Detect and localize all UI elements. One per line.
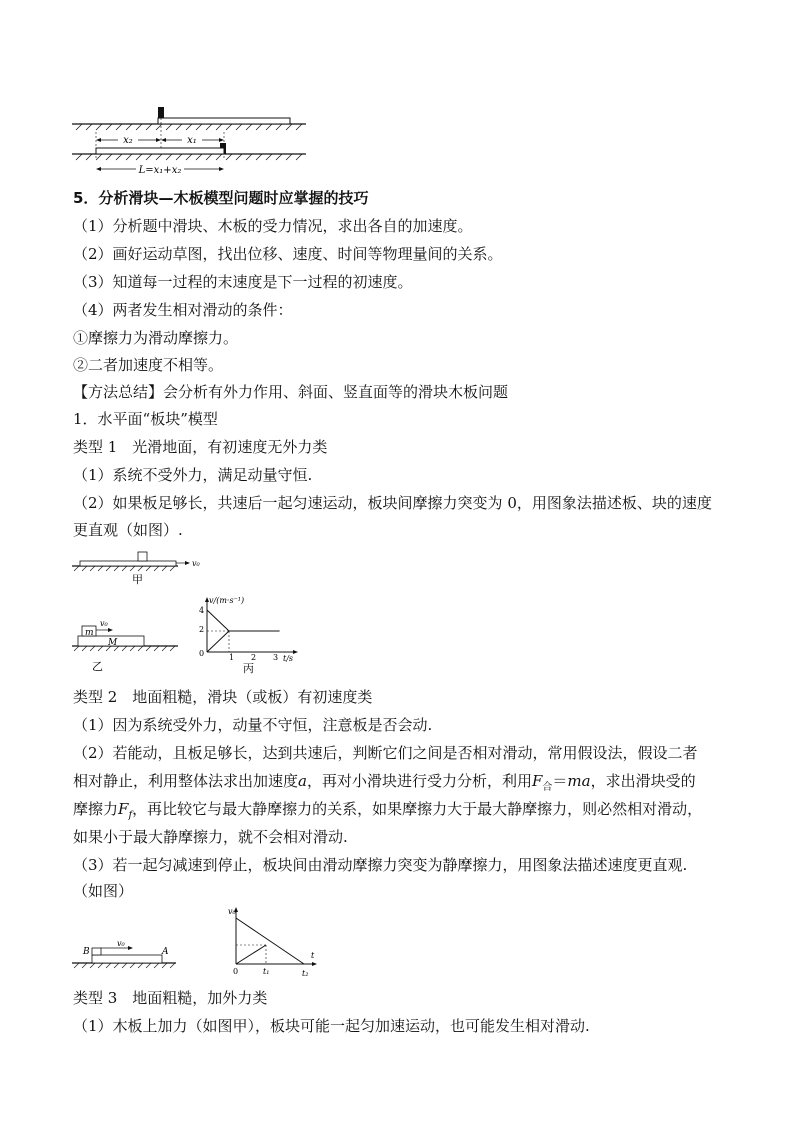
label-M: M — [108, 638, 118, 648]
axis-v0: v₀ — [228, 907, 236, 916]
symbol-F: F — [531, 772, 543, 790]
x-tick-1: 1 — [229, 653, 235, 662]
label-m: m — [85, 628, 94, 638]
section-5-item-3: （3）知道每一过程的末速度是下一过程的初速度。 — [73, 273, 413, 291]
label-v0-jia: v₀ — [192, 559, 200, 568]
text-segment: ，再对小滑块进行受力分析，利用 — [306, 772, 532, 790]
x-tick-2: 2 — [251, 653, 257, 662]
figure-board-block-BA — [70, 936, 190, 974]
axis-t: t — [311, 951, 315, 960]
section-5-item-4: （4）两者发生相对滑动的条件： — [73, 301, 293, 319]
type-2-para-2b — [73, 771, 696, 798]
subscript-he: 合 — [542, 782, 553, 793]
text-segment: 摩擦力 — [73, 800, 119, 818]
series-line-2 — [207, 631, 229, 652]
t1-label: t₁ — [263, 967, 270, 976]
type-1-para-1: （1）系统不受外力，满足动量守恒. — [73, 466, 313, 484]
type-2-para-3a: （3）若一起匀减速到停止，板块间由滑动摩擦力突变为静摩擦力，用图象法描述速度更直观. — [73, 856, 688, 874]
figure-yi — [70, 616, 190, 674]
vt-chart-decel — [226, 902, 321, 978]
symbol-ma: ma — [567, 772, 591, 790]
type-2-para-1: （1）因为系统受外力，动量不守恒，注意板是否会动. — [73, 716, 433, 734]
vt-chart-bing — [195, 594, 310, 676]
type-2-para-3b: （如图） — [73, 882, 134, 900]
text-segment: 相对静止，利用整体法求出加速度 — [73, 772, 299, 790]
label-v0-yi: v₀ — [100, 619, 108, 628]
label-v0-board: v₀ — [117, 939, 125, 948]
section-5-item-2: （2）画好运动草图，找出位移、速度、时间等物理量间的关系。 — [73, 245, 503, 263]
line-board — [236, 945, 266, 964]
y-tick-4: 4 — [199, 606, 205, 615]
summary-subsection-1: 1．水平面“板块”模型 — [73, 410, 218, 428]
type-1-para-2a: （2）如果板足够长，共速后一起匀速运动，板块间摩擦力突变为 0，用图象法描述板、块的速度 — [73, 494, 712, 512]
label-B: B — [83, 947, 90, 957]
y-axis-label: v/(m·s⁻¹) — [209, 596, 245, 605]
label-L: L=x₁+x₂ — [138, 165, 182, 176]
symbol-a: a — [298, 772, 307, 790]
x-tick-3: 3 — [273, 653, 279, 662]
x-axis-label: t/s — [283, 654, 294, 663]
text-segment: ，再比较它与最大静摩擦力的关系，如果摩擦力大于最大静摩擦力，则必然相对滑动， — [132, 800, 703, 818]
caption-bing: 丙 — [243, 662, 254, 675]
type-1-para-2b: 更直观（如图）. — [73, 521, 183, 539]
caption-jia: 甲 — [132, 573, 143, 586]
section-5-heading: 5．分析滑块—木板模型问题时应掌握的技巧 — [73, 189, 369, 207]
caption-yi: 乙 — [92, 660, 103, 673]
symbol-F: F — [118, 800, 129, 818]
y-tick-2: 2 — [199, 625, 205, 634]
type-1-title: 类型 1 光滑地面，有初速度无外力类 — [73, 438, 328, 456]
text-segment: ＝ — [552, 772, 568, 790]
label-x1: x₁ — [187, 135, 197, 146]
section-5-item-1: （1）分析题中滑块、木板的受力情况，求出各自的加速度。 — [73, 217, 473, 235]
type-3-title: 类型 3 地面粗糙，加外力类 — [73, 989, 268, 1007]
figure-jia — [70, 548, 210, 586]
type-2-para-2a: （2）若能动，且板足够长，达到共速后，判断它们之间是否相对滑动，常用假设法，假设二者 — [73, 744, 698, 762]
type-2-title: 类型 2 地面粗糙，滑块（或板）有初速度类 — [73, 688, 373, 706]
t2-label: t₂ — [302, 969, 309, 978]
method-summary-title: 【方法总结】会分析有外力作用、斜面、竖直面等的滑块木板问题 — [73, 383, 509, 401]
label-A: A — [162, 947, 169, 957]
section-5-item-6: ②二者加速度不相等。 — [73, 356, 224, 374]
text-segment: ，求出滑块受的 — [590, 772, 696, 790]
figure-displacement-diagram — [70, 98, 320, 180]
section-5-item-5: ①摩擦力为滑动摩擦力。 — [73, 329, 239, 347]
type-2-para-2c — [73, 799, 702, 826]
type-3-para-1: （1）木板上加力（如图甲），板块可能一起匀加速运动，也可能发生相对滑动. — [73, 1017, 590, 1035]
label-x2: x₂ — [123, 135, 133, 146]
subscript-f: f — [128, 810, 133, 821]
origin-label: 0 — [233, 967, 239, 976]
y-tick-0: 0 — [199, 649, 205, 658]
type-2-para-2d: 如果小于最大静摩擦力，就不会相对滑动. — [73, 828, 348, 846]
series-line-1 — [207, 610, 280, 631]
